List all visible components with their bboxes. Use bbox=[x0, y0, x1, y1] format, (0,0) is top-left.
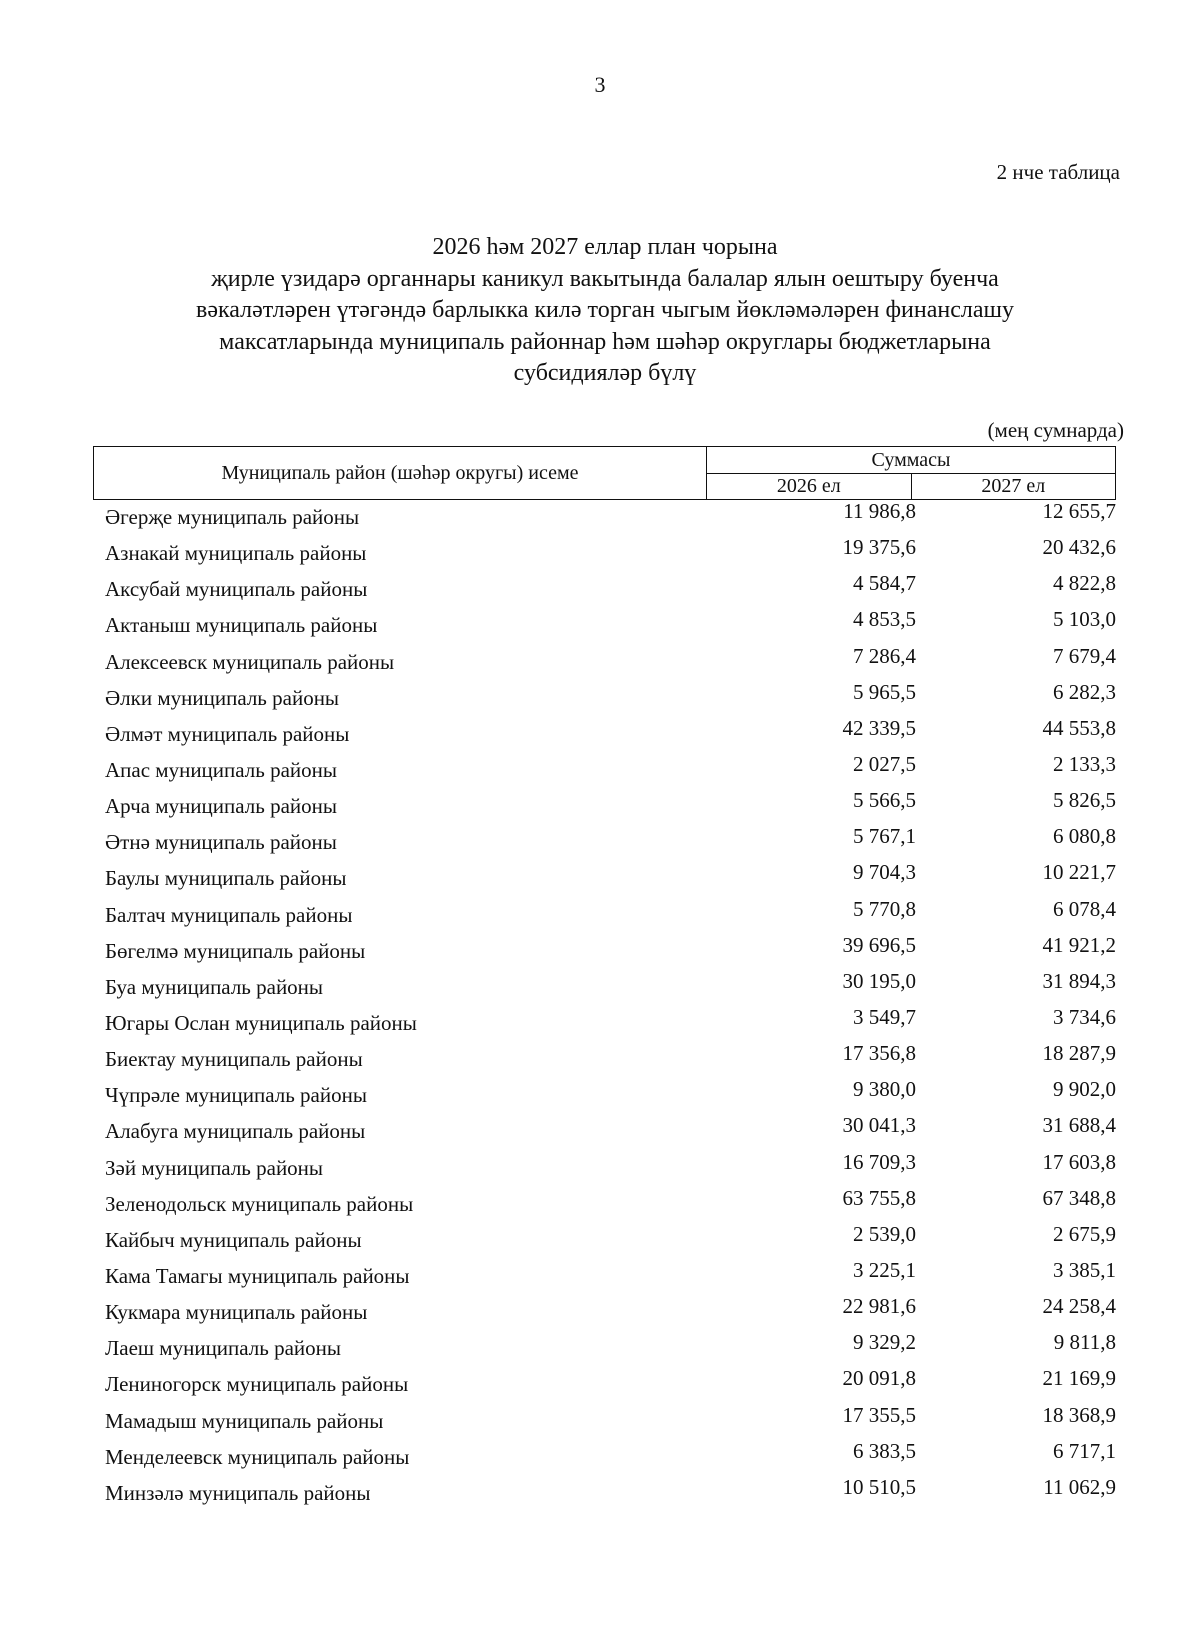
row-name: Минзәлә муниципаль районы bbox=[105, 1480, 371, 1505]
row-name: Зеленодольск муниципаль районы bbox=[105, 1191, 414, 1216]
row-value-2027: 20 432,6 bbox=[1042, 535, 1116, 560]
row-name: Әтнә муниципаль районы bbox=[105, 830, 337, 855]
title-line: җирле үзидарә органнары каникул вакытында балалар ялын оештыру буенча bbox=[211, 265, 999, 292]
header-year-2027: 2027 ел bbox=[911, 473, 1116, 500]
row-name: Чүпрәле муниципаль районы bbox=[105, 1083, 367, 1108]
row-name: Мамадыш муниципаль районы bbox=[105, 1408, 384, 1433]
table-row bbox=[0, 824, 1200, 864]
page-number: 3 bbox=[594, 72, 606, 97]
table-row bbox=[0, 715, 1200, 756]
table-row bbox=[0, 968, 1200, 1009]
row-name: Биектау муниципаль районы bbox=[105, 1047, 363, 1072]
table-row bbox=[0, 1330, 1200, 1370]
document-title bbox=[95, 232, 1115, 390]
row-name: Арча муниципаль районы bbox=[105, 794, 337, 819]
row-name: Әлки муниципаль районы bbox=[105, 685, 340, 710]
table-row bbox=[0, 932, 1200, 973]
row-value-2026: 5 566,5 bbox=[853, 788, 916, 813]
row-value-2027: 6 282,3 bbox=[1053, 679, 1116, 704]
row-value-2026: 4 853,5 bbox=[853, 607, 916, 632]
row-name: Югары Ослан муниципаль районы bbox=[105, 1010, 417, 1035]
row-name: Кукмара муниципаль районы bbox=[105, 1300, 368, 1325]
row-value-2026: 9 329,2 bbox=[853, 1330, 916, 1355]
row-value-2027: 21 169,9 bbox=[1042, 1366, 1116, 1391]
title-line: максатларында муниципаль районнар һәм шәһәр округлары бюджетларына bbox=[219, 328, 991, 355]
row-name: Лениногорск муниципаль районы bbox=[105, 1372, 409, 1397]
row-name: Кайбыч муниципаль районы bbox=[105, 1227, 362, 1252]
row-value-2026: 3 549,7 bbox=[853, 1004, 916, 1029]
row-name: Балтач муниципаль районы bbox=[105, 902, 353, 927]
table-row bbox=[0, 751, 1200, 792]
table-body bbox=[0, 499, 1200, 1515]
row-name: Алабуга муниципаль районы bbox=[105, 1119, 366, 1144]
row-value-2027: 7 679,4 bbox=[1053, 643, 1116, 668]
row-value-2027: 12 655,7 bbox=[1042, 499, 1116, 523]
row-name: Әлмәт муниципаль районы bbox=[105, 721, 350, 746]
table-row bbox=[0, 788, 1200, 828]
table-row bbox=[0, 607, 1200, 647]
row-value-2027: 2 675,9 bbox=[1053, 1221, 1116, 1246]
row-value-2026: 9 380,0 bbox=[853, 1077, 916, 1102]
row-value-2027: 6 080,8 bbox=[1053, 824, 1116, 849]
row-value-2027: 11 062,9 bbox=[1043, 1474, 1116, 1499]
row-value-2027: 44 553,8 bbox=[1042, 715, 1116, 740]
row-value-2026: 17 356,8 bbox=[842, 1041, 916, 1066]
row-value-2026: 5 965,5 bbox=[853, 679, 916, 704]
row-value-2027: 10 221,7 bbox=[1042, 860, 1116, 885]
row-value-2027: 5 103,0 bbox=[1053, 607, 1116, 632]
row-name: Алексеевск муниципаль районы bbox=[105, 649, 395, 674]
row-value-2026: 17 355,5 bbox=[842, 1402, 916, 1427]
row-value-2027: 4 822,8 bbox=[1053, 571, 1116, 596]
row-value-2027: 3 385,1 bbox=[1053, 1257, 1116, 1282]
row-value-2026: 10 510,5 bbox=[842, 1474, 916, 1499]
row-value-2026: 11 986,8 bbox=[843, 499, 916, 523]
row-value-2027: 18 287,9 bbox=[1042, 1041, 1116, 1066]
row-value-2027: 31 688,4 bbox=[1042, 1113, 1116, 1138]
row-value-2026: 7 286,4 bbox=[853, 643, 916, 668]
row-value-2026: 63 755,8 bbox=[842, 1185, 916, 1210]
row-value-2026: 4 584,7 bbox=[853, 571, 916, 596]
table-row bbox=[0, 1041, 1200, 1081]
row-value-2026: 20 091,8 bbox=[842, 1366, 916, 1391]
row-value-2027: 6 717,1 bbox=[1053, 1438, 1116, 1463]
header-sum-column: Суммасы bbox=[707, 447, 1116, 474]
row-value-2026: 30 195,0 bbox=[842, 968, 916, 993]
table-row bbox=[0, 1257, 1200, 1298]
row-name: Аксубай муниципаль районы bbox=[105, 577, 368, 602]
table-row bbox=[0, 499, 1200, 539]
row-name: Бөгелмә муниципаль районы bbox=[105, 938, 366, 963]
row-value-2026: 5 770,8 bbox=[853, 896, 916, 921]
row-value-2027: 18 368,9 bbox=[1042, 1402, 1116, 1427]
title-line: вәкаләтләрен үтәгәндә барлыкка килә торган чыгым йөкләмәләрен финанслашу bbox=[196, 297, 1014, 323]
row-value-2026: 30 041,3 bbox=[842, 1113, 916, 1138]
table-row bbox=[0, 571, 1200, 611]
row-value-2026: 2 539,0 bbox=[853, 1221, 916, 1246]
row-value-2027: 5 826,5 bbox=[1053, 788, 1116, 813]
table-row bbox=[0, 1149, 1200, 1190]
table-header bbox=[93, 446, 1116, 500]
table-row bbox=[0, 860, 1200, 900]
row-value-2027: 31 894,3 bbox=[1042, 968, 1116, 993]
row-value-2027: 3 734,6 bbox=[1053, 1004, 1116, 1029]
row-value-2026: 6 383,5 bbox=[853, 1438, 916, 1463]
row-value-2027: 41 921,2 bbox=[1042, 932, 1116, 957]
table-row bbox=[0, 1402, 1200, 1443]
table-row bbox=[0, 1113, 1200, 1153]
title-line: субсидияләр бүлү bbox=[513, 360, 697, 386]
row-name: Зәй муниципаль районы bbox=[105, 1155, 324, 1180]
table-row bbox=[0, 643, 1200, 684]
row-name: Баулы муниципаль районы bbox=[105, 866, 347, 891]
row-name: Апас муниципаль районы bbox=[105, 757, 337, 782]
row-value-2027: 9 811,8 bbox=[1053, 1330, 1116, 1355]
table-row bbox=[0, 1474, 1200, 1515]
table-row bbox=[0, 1004, 1200, 1045]
table-row bbox=[0, 1366, 1200, 1406]
row-name: Буа муниципаль районы bbox=[105, 974, 324, 999]
row-name: Менделеевск муниципаль районы bbox=[105, 1444, 410, 1469]
row-value-2026: 19 375,6 bbox=[842, 535, 916, 560]
row-value-2027: 17 603,8 bbox=[1042, 1149, 1116, 1174]
row-name: Азнакай муниципаль районы bbox=[105, 541, 367, 566]
table-number: 2 нче таблица bbox=[996, 160, 1120, 184]
table-row bbox=[0, 1077, 1200, 1117]
row-name: Лаеш муниципаль районы bbox=[105, 1336, 342, 1361]
units-label: (мең сумнарда) bbox=[987, 418, 1124, 442]
row-value-2026: 9 704,3 bbox=[853, 860, 916, 885]
header-name-column: Муниципаль район (шәһәр округы) исеме bbox=[94, 447, 707, 500]
row-value-2026: 39 696,5 bbox=[842, 932, 916, 957]
table-row bbox=[0, 679, 1200, 720]
table-row bbox=[0, 535, 1200, 575]
row-value-2027: 2 133,3 bbox=[1053, 751, 1116, 776]
row-name: Кама Тамагы муниципаль районы bbox=[105, 1263, 410, 1288]
table-row bbox=[0, 1438, 1200, 1479]
table-row bbox=[0, 1294, 1200, 1334]
table-row bbox=[0, 1185, 1200, 1226]
row-value-2026: 16 709,3 bbox=[842, 1149, 916, 1174]
row-value-2026: 5 767,1 bbox=[853, 824, 916, 849]
row-name: Актаныш муниципаль районы bbox=[105, 613, 378, 638]
row-value-2026: 22 981,6 bbox=[842, 1294, 916, 1319]
row-value-2027: 67 348,8 bbox=[1042, 1185, 1116, 1210]
row-value-2027: 6 078,4 bbox=[1053, 896, 1116, 921]
row-value-2026: 3 225,1 bbox=[853, 1257, 916, 1282]
row-value-2026: 42 339,5 bbox=[842, 715, 916, 740]
table-row bbox=[0, 1221, 1200, 1262]
table-row bbox=[0, 896, 1200, 937]
row-value-2027: 24 258,4 bbox=[1042, 1294, 1116, 1319]
row-name: Әгерҗе муниципаль районы bbox=[105, 505, 360, 529]
row-value-2027: 9 902,0 bbox=[1053, 1077, 1116, 1102]
title-line: 2026 һәм 2027 еллар план чорына bbox=[432, 234, 778, 260]
row-value-2026: 2 027,5 bbox=[853, 751, 916, 776]
header-year-2026: 2026 ел bbox=[707, 473, 912, 500]
